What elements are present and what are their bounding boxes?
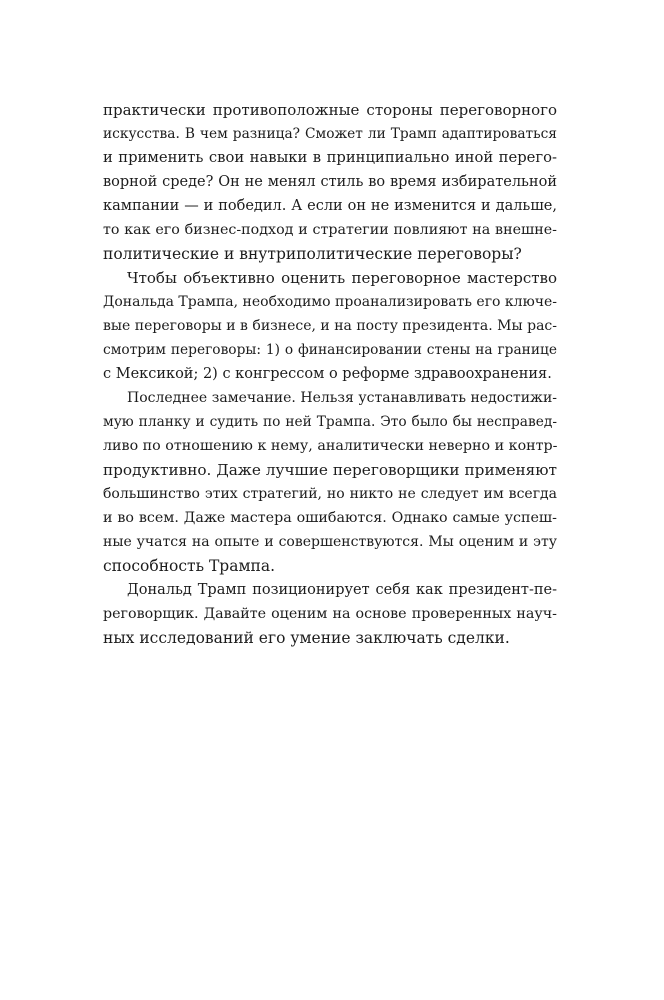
text-line: продуктивно. Даже лучшие переговорщики применяют [103, 461, 557, 479]
text-line: кампании — и победил. А если он не изменится и дальше, [103, 198, 557, 214]
text-line: смотрим переговоры: 1) о финансировании стены на границе [103, 342, 557, 358]
text-line: искусства. В чем разница? Сможет ли Трамп адаптироваться [103, 126, 557, 142]
paragraph-3 [103, 386, 557, 578]
text-line: большинство этих стратегий, но никто не следует им всегда [103, 486, 557, 502]
text-line: реговорщик. Давайте оценим на основе проверенных науч- [103, 606, 557, 622]
text-line: ных исследований его умение заключать сделки. [103, 629, 510, 647]
paragraph-4 [103, 578, 557, 650]
text-line: Последнее замечание. Нельзя устанавливать недостижи- [127, 390, 557, 406]
text-line: ные учатся на опыте и совершенствуются. Мы оценим и эту [103, 534, 557, 550]
text-line: ливо по отношению к нему, аналитически неверно и контр- [103, 438, 558, 454]
text-line: политические и внутриполитические переговоры? [103, 245, 522, 263]
text-line: то как его бизнес-подход и стратегии повлияют на внешне- [103, 222, 557, 238]
text-line: с Мексикой; 2) с конгрессом о реформе здравоохранения. [103, 366, 552, 382]
text-line: способность Трампа. [103, 557, 276, 575]
text-line: Чтобы объективно оценить переговорное мастерство [127, 269, 557, 287]
paragraph-1 [103, 98, 557, 266]
paragraph-2 [103, 266, 557, 386]
text-line: Дональда Трампа, необходимо проанализировать его ключе- [103, 294, 558, 310]
text-line: Дональд Трамп позиционирует себя как президент-пе- [127, 582, 557, 598]
text-line: практически противоположные стороны переговорного [103, 101, 557, 119]
text-line: мую планку и судить по ней Трампа. Это было бы несправед- [103, 414, 557, 430]
text-line: ворной среде? Он не менял стиль во время избирательной [103, 174, 557, 190]
text-line: и во всем. Даже мастера ошибаются. Однако самые успеш- [103, 510, 557, 526]
text-line: вые переговоры и в бизнесе, и на посту президента. Мы рас- [103, 318, 557, 334]
body-text [103, 98, 557, 650]
text-line: и применить свои навыки в принципиально иной перего- [103, 149, 557, 166]
